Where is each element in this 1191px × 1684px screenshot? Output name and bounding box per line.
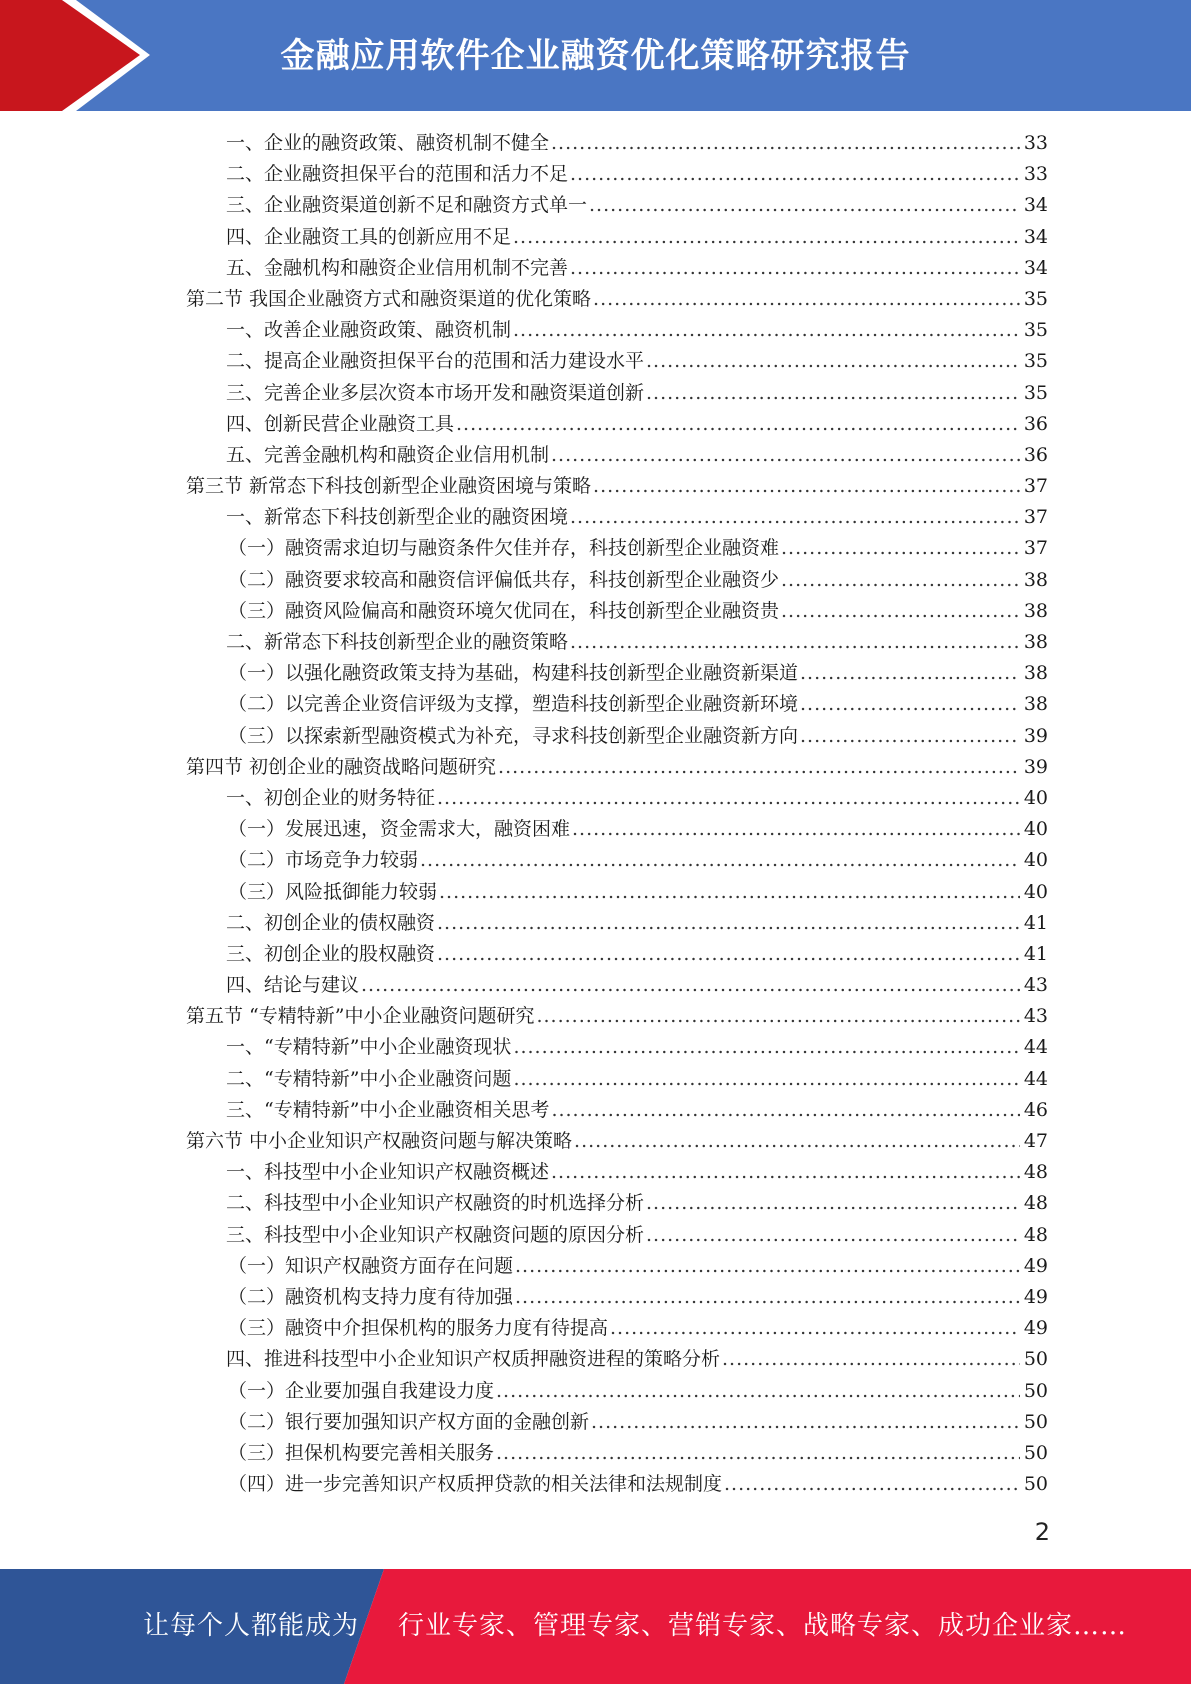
- toc-entry-page: 44: [1023, 1036, 1048, 1059]
- toc-entry-title: （二）银行要加强知识产权方面的金融创新: [228, 1410, 590, 1433]
- toc-entry[interactable]: [228, 845, 1048, 876]
- toc-entry-title: 二、初创企业的债权融资: [226, 911, 436, 934]
- dot-leader: [781, 596, 1020, 627]
- toc-entry-page: 50: [1023, 1348, 1048, 1371]
- toc-entry[interactable]: [226, 190, 1048, 221]
- toc-entry-page: 46: [1023, 1098, 1048, 1121]
- toc-entry-page: 48: [1023, 1223, 1048, 1246]
- toc-entry-page: 33: [1023, 163, 1048, 186]
- toc-entry-page: 40: [1023, 880, 1048, 903]
- toc-entry-title: 三、完善企业多层次资本市场开发和融资渠道创新: [226, 381, 645, 404]
- dot-leader: [536, 1001, 1020, 1032]
- dot-leader: [570, 627, 1020, 658]
- dot-leader: [515, 1251, 1020, 1282]
- dot-leader: [781, 565, 1020, 596]
- dot-leader: [420, 845, 1020, 876]
- toc-entry-title: （二）融资要求较高和融资信评偏低共存，科技创新型企业融资少: [228, 568, 780, 591]
- toc-entry[interactable]: [186, 471, 1048, 502]
- report-title: 金融应用软件企业融资优化策略研究报告: [280, 36, 911, 76]
- page-number: 2: [1034, 1518, 1050, 1546]
- dot-leader: [589, 190, 1020, 221]
- toc-entry-page: 38: [1023, 568, 1048, 591]
- dot-leader: [551, 1095, 1020, 1126]
- toc-entry-title: 二、新常态下科技创新型企业的融资策略: [226, 631, 569, 653]
- dot-leader: [646, 378, 1020, 409]
- toc-entry-title: 一、企业的融资政策、融资机制不健全: [226, 132, 550, 154]
- toc-entry-page: 40: [1023, 786, 1048, 809]
- toc-entry-title: （四）进一步完善知识产权质押贷款的相关法律和法规制度: [228, 1473, 723, 1496]
- toc-entry-page: 35: [1023, 381, 1048, 404]
- toc-entry-title: （一）企业要加强自我建设力度: [228, 1379, 495, 1402]
- toc-entry[interactable]: [228, 565, 1048, 596]
- toc-entry-title: 二、“专精特新”中小企业融资问题: [226, 1067, 512, 1090]
- toc-entry-page: 49: [1023, 1317, 1048, 1340]
- toc-entry-title: 二、科技型中小企业知识产权融资的时机选择分析: [226, 1192, 645, 1215]
- toc-entry-title: （三）融资风险偏高和融资环境欠优同在，科技创新型企业融资贵: [228, 599, 780, 622]
- toc-entry[interactable]: [226, 1032, 1048, 1063]
- toc-entry[interactable]: [228, 689, 1048, 720]
- toc-entry-title: （三）以探索新型融资模式为补充，寻求科技创新型企业融资新方向: [228, 724, 799, 747]
- dot-leader: [361, 970, 1020, 1001]
- toc-entry-page: 43: [1023, 974, 1048, 997]
- dot-leader: [800, 689, 1020, 720]
- toc-entry[interactable]: [228, 658, 1048, 689]
- toc-entry-title: 五、金融机构和融资企业信用机制不完善: [226, 256, 569, 279]
- toc-entry[interactable]: [186, 284, 1048, 315]
- toc-entry-page: 49: [1023, 1285, 1048, 1308]
- dot-leader: [646, 1188, 1020, 1219]
- dot-leader: [610, 1313, 1020, 1344]
- toc-entry-page: 34: [1023, 194, 1048, 217]
- toc-entry[interactable]: [226, 315, 1048, 346]
- dot-leader: [781, 533, 1020, 564]
- dot-leader: [513, 315, 1020, 346]
- toc-entry[interactable]: [186, 1126, 1048, 1157]
- dot-leader: [551, 128, 1020, 159]
- toc-entry-title: 第四节 初创企业的融资战略问题研究: [186, 755, 497, 778]
- toc-entry[interactable]: [226, 1344, 1048, 1375]
- dot-leader: [593, 471, 1020, 502]
- toc-entry-page: 44: [1023, 1067, 1048, 1090]
- toc-entry[interactable]: [228, 814, 1048, 845]
- toc-entry-title: 一、“专精特新”中小企业融资现状: [226, 1036, 512, 1059]
- toc-entry-title: （一）知识产权融资方面存在问题: [228, 1254, 514, 1277]
- toc-entry[interactable]: [226, 970, 1048, 1001]
- toc-entry-page: 40: [1023, 849, 1048, 872]
- toc-entry-page: 39: [1023, 755, 1048, 778]
- toc-entry[interactable]: [228, 1469, 1048, 1500]
- toc-entry-page: 47: [1023, 1130, 1048, 1152]
- dot-leader: [800, 658, 1020, 689]
- toc-entry[interactable]: [226, 440, 1048, 471]
- toc-entry-page: 38: [1023, 693, 1048, 716]
- toc-entry-page: 38: [1023, 599, 1048, 622]
- dot-leader: [646, 1220, 1020, 1251]
- toc-entry[interactable]: [226, 1064, 1048, 1095]
- toc-entry-title: （二）以完善企业资信评级为支撑，塑造科技创新型企业融资新环境: [228, 693, 799, 716]
- toc-entry-title: 三、初创企业的股权融资: [226, 942, 436, 965]
- toc-entry[interactable]: [226, 222, 1048, 253]
- toc-entry-title: 第六节 中小企业知识产权融资问题与解决策略: [186, 1130, 573, 1152]
- toc-entry-page: 48: [1023, 1192, 1048, 1215]
- toc-entry-page: 50: [1023, 1410, 1048, 1433]
- footer-slogan-right: 行业专家、管理专家、营销专家、战略专家、成功企业家……: [398, 1611, 1128, 1641]
- dot-leader: [593, 284, 1020, 315]
- dot-leader: [456, 409, 1020, 440]
- toc-entry-page: 49: [1023, 1254, 1048, 1277]
- dot-leader: [574, 1126, 1020, 1157]
- dot-leader: [572, 814, 1020, 845]
- toc-entry-page: 50: [1023, 1473, 1048, 1496]
- dot-leader: [437, 783, 1020, 814]
- dot-leader: [515, 1282, 1020, 1313]
- toc-entry[interactable]: [228, 1251, 1048, 1282]
- toc-entry[interactable]: [226, 1220, 1048, 1251]
- toc-entry-title: （一）以强化融资政策支持为基础，构建科技创新型企业融资新渠道: [228, 662, 799, 685]
- toc-entry[interactable]: [228, 1313, 1048, 1344]
- toc-entry-page: 41: [1023, 911, 1048, 934]
- toc-entry-title: 三、“专精特新”中小企业融资相关思考: [226, 1098, 550, 1121]
- toc-entry-page: 33: [1023, 132, 1048, 154]
- toc-entry-page: 34: [1023, 225, 1048, 248]
- toc-entry-page: 35: [1023, 287, 1048, 310]
- dot-leader: [724, 1469, 1020, 1500]
- toc-entry[interactable]: [226, 1095, 1048, 1126]
- table-of-contents: [0, 128, 1191, 1500]
- toc-entry-page: 37: [1023, 537, 1048, 560]
- toc-entry[interactable]: [226, 128, 1048, 159]
- toc-entry-title: 一、改善企业融资政策、融资机制: [226, 319, 512, 342]
- toc-entry-title: （三）融资中介担保机构的服务力度有待提高: [228, 1317, 609, 1340]
- toc-entry-title: 第三节 新常态下科技创新型企业融资困境与策略: [186, 475, 592, 498]
- dot-leader: [570, 502, 1020, 533]
- toc-entry-title: （二）融资机构支持力度有待加强: [228, 1285, 514, 1308]
- toc-entry-page: 43: [1023, 1005, 1048, 1028]
- toc-entry-page: 35: [1023, 319, 1048, 342]
- toc-entry-title: 五、完善金融机构和融资企业信用机制: [226, 443, 550, 466]
- toc-entry[interactable]: [226, 939, 1048, 970]
- toc-entry-title: （二）市场竞争力较弱: [228, 849, 419, 872]
- toc-entry-page: 37: [1023, 475, 1048, 498]
- toc-entry[interactable]: [226, 1188, 1048, 1219]
- toc-entry-title: （三）担保机构要完善相关服务: [228, 1441, 495, 1464]
- footer-banner: [0, 1569, 1191, 1684]
- dot-leader: [800, 721, 1020, 752]
- toc-entry[interactable]: [228, 1438, 1048, 1469]
- toc-entry-title: 一、初创企业的财务特征: [226, 786, 436, 809]
- toc-entry-title: 四、企业融资工具的创新应用不足: [226, 225, 512, 248]
- toc-entry-title: 第五节 “专精特新”中小企业融资问题研究: [186, 1005, 535, 1028]
- dot-leader: [437, 908, 1020, 939]
- toc-entry-page: 34: [1023, 256, 1048, 279]
- toc-entry[interactable]: [186, 1001, 1048, 1032]
- header-banner: [0, 0, 1191, 111]
- toc-entry-page: 35: [1023, 350, 1048, 373]
- toc-entry-title: 三、科技型中小企业知识产权融资问题的原因分析: [226, 1223, 645, 1246]
- toc-entry[interactable]: [228, 1376, 1048, 1407]
- toc-entry-page: 48: [1023, 1161, 1048, 1184]
- toc-entry[interactable]: [228, 721, 1048, 752]
- toc-entry-page: 38: [1023, 662, 1048, 685]
- dot-leader: [498, 752, 1020, 783]
- dot-leader: [496, 1376, 1020, 1407]
- toc-entry-title: 一、新常态下科技创新型企业的融资困境: [226, 506, 569, 529]
- toc-entry[interactable]: [226, 908, 1048, 939]
- toc-entry[interactable]: [226, 159, 1048, 190]
- dot-leader: [513, 1032, 1020, 1063]
- toc-entry-title: 二、企业融资担保平台的范围和活力不足: [226, 163, 569, 186]
- toc-entry[interactable]: [226, 627, 1048, 658]
- dot-leader: [439, 877, 1020, 908]
- dot-leader: [722, 1344, 1020, 1375]
- dot-leader: [513, 1064, 1020, 1095]
- toc-entry[interactable]: [228, 1282, 1048, 1313]
- dot-leader: [551, 440, 1020, 471]
- toc-entry-page: 40: [1023, 818, 1048, 841]
- toc-entry-page: 38: [1023, 631, 1048, 653]
- toc-entry[interactable]: [226, 1157, 1048, 1188]
- toc-entry[interactable]: [226, 783, 1048, 814]
- dot-leader: [513, 222, 1020, 253]
- toc-entry-title: （一）融资需求迫切与融资条件欠佳并存，科技创新型企业融资难: [228, 537, 780, 560]
- toc-entry[interactable]: [228, 877, 1048, 908]
- dot-leader: [570, 253, 1020, 284]
- toc-entry[interactable]: [226, 502, 1048, 533]
- toc-entry-title: 二、提高企业融资担保平台的范围和活力建设水平: [226, 350, 645, 373]
- dot-leader: [570, 159, 1020, 190]
- toc-entry-title: （一）发展迅速，资金需求大，融资困难: [228, 818, 571, 841]
- toc-entry-page: 36: [1023, 443, 1048, 466]
- dot-leader: [646, 346, 1020, 377]
- toc-entry-title: 四、推进科技型中小企业知识产权质押融资进程的策略分析: [226, 1348, 721, 1371]
- toc-entry-title: 四、结论与建议: [226, 974, 360, 997]
- toc-entry-page: 50: [1023, 1441, 1048, 1464]
- toc-entry[interactable]: [228, 596, 1048, 627]
- toc-entry-page: 37: [1023, 506, 1048, 529]
- toc-entry[interactable]: [226, 409, 1048, 440]
- dot-leader: [591, 1407, 1020, 1438]
- footer-slogan-left: 让每个人都能成为: [143, 1611, 360, 1641]
- toc-entry-title: 四、创新民营企业融资工具: [226, 412, 455, 435]
- toc-entry-title: 三、企业融资渠道创新不足和融资方式单一: [226, 194, 588, 217]
- toc-entry[interactable]: [186, 752, 1048, 783]
- toc-entry-title: 一、科技型中小企业知识产权融资概述: [226, 1161, 550, 1184]
- dot-leader: [551, 1157, 1020, 1188]
- toc-entry[interactable]: [226, 346, 1048, 377]
- toc-entry-title: （三）风险抵御能力较弱: [228, 880, 438, 903]
- toc-entry[interactable]: [226, 253, 1048, 284]
- toc-entry[interactable]: [228, 533, 1048, 564]
- toc-entry[interactable]: [228, 1407, 1048, 1438]
- toc-entry-page: 50: [1023, 1379, 1048, 1402]
- dot-leader: [437, 939, 1020, 970]
- toc-entry-page: 39: [1023, 724, 1048, 747]
- toc-entry[interactable]: [226, 378, 1048, 409]
- toc-entry-title: 第二节 我国企业融资方式和融资渠道的优化策略: [186, 287, 592, 310]
- toc-entry-page: 36: [1023, 412, 1048, 435]
- toc-entry-page: 41: [1023, 942, 1048, 965]
- dot-leader: [496, 1438, 1020, 1469]
